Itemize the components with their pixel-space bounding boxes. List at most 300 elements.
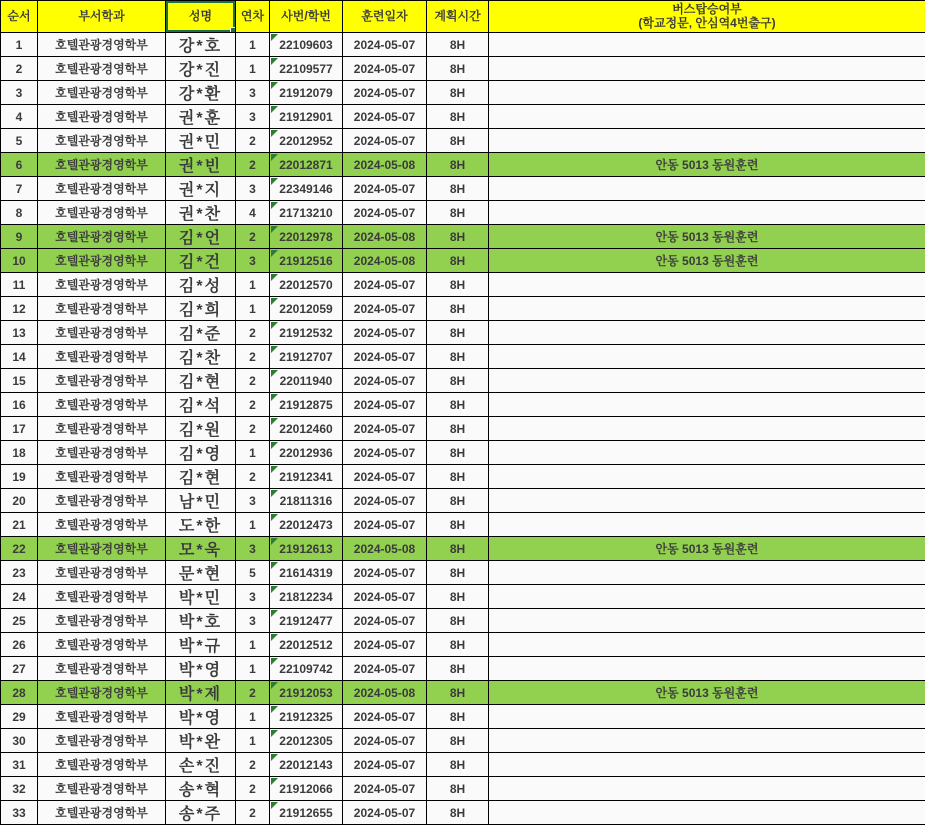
header-cell-planned-hours[interactable]: 계획시간 (427, 1, 489, 33)
cell-department[interactable]: 호텔관광경영학부 (38, 489, 166, 513)
cell-student-id[interactable] (270, 129, 343, 153)
cell-order[interactable]: 19 (1, 465, 38, 489)
cell-name[interactable]: 박*규 (166, 633, 236, 657)
cell-student-id[interactable] (270, 513, 343, 537)
cell-student-id[interactable] (270, 633, 343, 657)
cell-planned-hours[interactable]: 8H (427, 633, 489, 657)
cell-planned-hours[interactable]: 8H (427, 561, 489, 585)
cell-planned-hours[interactable]: 8H (427, 81, 489, 105)
cell-bus-boarding[interactable] (489, 705, 925, 729)
cell-training-date[interactable]: 2024-05-08 (343, 249, 427, 273)
cell-order[interactable]: 23 (1, 561, 38, 585)
cell-year[interactable]: 2 (236, 129, 270, 153)
cell-training-date[interactable]: 2024-05-07 (343, 441, 427, 465)
cell-name[interactable]: 김*언 (166, 225, 236, 249)
cell-training-date[interactable]: 2024-05-07 (343, 369, 427, 393)
cell-training-date[interactable]: 2024-05-08 (343, 153, 427, 177)
cell-bus-boarding[interactable] (489, 585, 925, 609)
cell-order[interactable]: 5 (1, 129, 38, 153)
cell-student-id[interactable] (270, 393, 343, 417)
cell-student-id[interactable] (270, 801, 343, 825)
cell-bus-boarding[interactable] (489, 609, 925, 633)
cell-bus-boarding[interactable] (489, 801, 925, 825)
cell-student-id[interactable] (270, 33, 343, 57)
cell-year[interactable]: 2 (236, 345, 270, 369)
cell-student-id[interactable] (270, 657, 343, 681)
cell-order[interactable]: 4 (1, 105, 38, 129)
cell-name[interactable]: 강*호 (166, 33, 236, 57)
cell-student-id[interactable] (270, 777, 343, 801)
cell-name[interactable]: 도*한 (166, 513, 236, 537)
cell-year[interactable]: 3 (236, 585, 270, 609)
cell-planned-hours[interactable]: 8H (427, 681, 489, 705)
cell-bus-boarding[interactable]: 안동 5013 동원훈련 (489, 153, 925, 177)
cell-training-date[interactable]: 2024-05-07 (343, 177, 427, 201)
cell-bus-boarding[interactable] (489, 345, 925, 369)
cell-student-id-value: 22012512 (279, 638, 332, 652)
cell-training-date[interactable]: 2024-05-07 (343, 585, 427, 609)
stored-as-text-indicator-icon (271, 418, 278, 425)
cell-training-date[interactable]: 2024-05-07 (343, 105, 427, 129)
cell-bus-boarding[interactable]: 안동 5013 동원훈련 (489, 537, 925, 561)
cell-department[interactable]: 호텔관광경영학부 (38, 441, 166, 465)
cell-year[interactable]: 1 (236, 513, 270, 537)
cell-student-id[interactable] (270, 177, 343, 201)
cell-student-id[interactable] (270, 201, 343, 225)
cell-bus-boarding[interactable] (489, 297, 925, 321)
header-cell-department[interactable]: 부서학과 (38, 1, 166, 33)
cell-planned-hours[interactable]: 8H (427, 177, 489, 201)
cell-department[interactable]: 호텔관광경영학부 (38, 537, 166, 561)
cell-student-id[interactable] (270, 489, 343, 513)
cell-year[interactable]: 2 (236, 681, 270, 705)
cell-name[interactable]: 권*빈 (166, 153, 236, 177)
cell-order[interactable]: 27 (1, 657, 38, 681)
cell-training-date[interactable]: 2024-05-07 (343, 201, 427, 225)
cell-bus-boarding[interactable] (489, 633, 925, 657)
cell-planned-hours[interactable]: 8H (427, 57, 489, 81)
cell-student-id[interactable] (270, 609, 343, 633)
cell-planned-hours[interactable]: 8H (427, 753, 489, 777)
cell-bus-boarding[interactable] (489, 441, 925, 465)
header-cell-year[interactable]: 연차 (236, 1, 270, 33)
cell-year[interactable]: 3 (236, 537, 270, 561)
cell-department[interactable]: 호텔관광경영학부 (38, 249, 166, 273)
cell-name[interactable]: 강*환 (166, 81, 236, 105)
cell-order[interactable]: 28 (1, 681, 38, 705)
cell-department[interactable]: 호텔관광경영학부 (38, 393, 166, 417)
cell-department[interactable]: 호텔관광경영학부 (38, 177, 166, 201)
cell-student-id[interactable] (270, 417, 343, 441)
cell-order[interactable]: 18 (1, 441, 38, 465)
cell-order[interactable]: 7 (1, 177, 38, 201)
cell-name[interactable]: 김*희 (166, 297, 236, 321)
cell-training-date[interactable]: 2024-05-07 (343, 729, 427, 753)
cell-training-date[interactable]: 2024-05-08 (343, 225, 427, 249)
cell-year[interactable]: 4 (236, 201, 270, 225)
cell-year[interactable]: 1 (236, 273, 270, 297)
cell-training-date[interactable]: 2024-05-07 (343, 705, 427, 729)
cell-year[interactable]: 2 (236, 753, 270, 777)
cell-name[interactable]: 김*현 (166, 465, 236, 489)
cell-bus-boarding[interactable] (489, 81, 925, 105)
cell-order[interactable]: 16 (1, 393, 38, 417)
cell-planned-hours[interactable]: 8H (427, 729, 489, 753)
cell-order[interactable]: 30 (1, 729, 38, 753)
header-cell-bus-boarding[interactable] (489, 1, 925, 33)
stored-as-text-indicator-icon (271, 178, 278, 185)
cell-training-date[interactable]: 2024-05-07 (343, 489, 427, 513)
cell-student-id-value: 22349146 (279, 182, 332, 196)
cell-student-id-value: 21912325 (279, 710, 332, 724)
cell-year[interactable]: 3 (236, 177, 270, 201)
cell-bus-boarding[interactable] (489, 321, 925, 345)
cell-planned-hours[interactable]: 8H (427, 777, 489, 801)
cell-name[interactable]: 권*찬 (166, 201, 236, 225)
cell-year[interactable]: 3 (236, 105, 270, 129)
stored-as-text-indicator-icon (271, 34, 278, 41)
table-row (1, 129, 925, 153)
cell-department[interactable]: 호텔관광경영학부 (38, 657, 166, 681)
cell-year[interactable]: 2 (236, 369, 270, 393)
cell-student-id-value: 21912707 (279, 350, 332, 364)
cell-year[interactable]: 3 (236, 489, 270, 513)
cell-student-id-value: 21614319 (279, 566, 332, 580)
cell-bus-boarding[interactable] (489, 729, 925, 753)
cell-name[interactable]: 김*석 (166, 393, 236, 417)
cell-department[interactable]: 호텔관광경영학부 (38, 297, 166, 321)
cell-planned-hours[interactable]: 8H (427, 201, 489, 225)
cell-training-date[interactable]: 2024-05-07 (343, 393, 427, 417)
cell-department[interactable]: 호텔관광경영학부 (38, 609, 166, 633)
cell-department[interactable]: 호텔관광경영학부 (38, 777, 166, 801)
cell-name[interactable]: 권*훈 (166, 105, 236, 129)
cell-order[interactable]: 15 (1, 369, 38, 393)
cell-name[interactable]: 박*제 (166, 681, 236, 705)
cell-name[interactable]: 김*찬 (166, 345, 236, 369)
cell-year[interactable]: 2 (236, 393, 270, 417)
cell-bus-boarding[interactable] (489, 753, 925, 777)
cell-training-date[interactable]: 2024-05-07 (343, 129, 427, 153)
cell-name[interactable]: 박*호 (166, 609, 236, 633)
cell-department[interactable]: 호텔관광경영학부 (38, 801, 166, 825)
cell-order[interactable]: 31 (1, 753, 38, 777)
cell-planned-hours[interactable]: 8H (427, 585, 489, 609)
cell-department[interactable]: 호텔관광경영학부 (38, 57, 166, 81)
cell-training-date[interactable]: 2024-05-07 (343, 297, 427, 321)
cell-training-date[interactable]: 2024-05-07 (343, 345, 427, 369)
cell-order[interactable]: 11 (1, 273, 38, 297)
cell-order[interactable]: 6 (1, 153, 38, 177)
cell-bus-boarding[interactable] (489, 57, 925, 81)
cell-bus-boarding[interactable] (489, 33, 925, 57)
cell-student-id[interactable] (270, 345, 343, 369)
cell-planned-hours[interactable]: 8H (427, 657, 489, 681)
cell-year[interactable]: 2 (236, 153, 270, 177)
header-cell-training-date[interactable]: 훈련일자 (343, 1, 427, 33)
cell-name[interactable]: 권*민 (166, 129, 236, 153)
cell-training-date[interactable]: 2024-05-07 (343, 273, 427, 297)
cell-year[interactable]: 3 (236, 609, 270, 633)
cell-training-date[interactable]: 2024-05-07 (343, 633, 427, 657)
cell-order[interactable]: 12 (1, 297, 38, 321)
cell-bus-boarding[interactable] (489, 369, 925, 393)
cell-order[interactable]: 9 (1, 225, 38, 249)
cell-order[interactable]: 14 (1, 345, 38, 369)
cell-planned-hours[interactable]: 8H (427, 297, 489, 321)
cell-planned-hours[interactable]: 8H (427, 537, 489, 561)
cell-department[interactable]: 호텔관광경영학부 (38, 465, 166, 489)
cell-student-id[interactable] (270, 681, 343, 705)
table-row (1, 225, 925, 249)
cell-order[interactable]: 25 (1, 609, 38, 633)
cell-training-date[interactable]: 2024-05-07 (343, 513, 427, 537)
cell-order[interactable]: 32 (1, 777, 38, 801)
cell-planned-hours[interactable]: 8H (427, 369, 489, 393)
cell-name[interactable]: 송*혁 (166, 777, 236, 801)
cell-order[interactable]: 21 (1, 513, 38, 537)
cell-student-id[interactable] (270, 273, 343, 297)
cell-year[interactable]: 1 (236, 33, 270, 57)
cell-training-date[interactable]: 2024-05-07 (343, 81, 427, 105)
cell-order[interactable]: 8 (1, 201, 38, 225)
cell-student-id[interactable] (270, 537, 343, 561)
cell-student-id[interactable] (270, 753, 343, 777)
cell-student-id-value: 21912516 (279, 254, 332, 268)
header-cell-name[interactable] (166, 1, 236, 33)
cell-order[interactable]: 2 (1, 57, 38, 81)
cell-training-date[interactable]: 2024-05-07 (343, 561, 427, 585)
cell-training-date[interactable]: 2024-05-07 (343, 417, 427, 441)
cell-planned-hours[interactable]: 8H (427, 417, 489, 441)
cell-student-id-value: 22012305 (279, 734, 332, 748)
cell-bus-boarding[interactable] (489, 417, 925, 441)
cell-planned-hours[interactable]: 8H (427, 345, 489, 369)
cell-order[interactable]: 1 (1, 33, 38, 57)
cell-name[interactable]: 손*진 (166, 753, 236, 777)
cell-name[interactable]: 김*건 (166, 249, 236, 273)
cell-department[interactable]: 호텔관광경영학부 (38, 201, 166, 225)
cell-student-id-value: 21912875 (279, 398, 332, 412)
cell-training-date[interactable]: 2024-05-07 (343, 801, 427, 825)
cell-bus-boarding[interactable] (489, 177, 925, 201)
cell-planned-hours[interactable]: 8H (427, 705, 489, 729)
cell-year[interactable]: 1 (236, 297, 270, 321)
cell-order[interactable]: 13 (1, 321, 38, 345)
stored-as-text-indicator-icon (271, 706, 278, 713)
cell-name[interactable]: 송*주 (166, 801, 236, 825)
cell-planned-hours[interactable]: 8H (427, 393, 489, 417)
header-cell-student-id[interactable]: 사번/학번 (270, 1, 343, 33)
cell-bus-boarding[interactable] (489, 201, 925, 225)
cell-planned-hours[interactable]: 8H (427, 129, 489, 153)
cell-student-id-value: 21912477 (279, 614, 332, 628)
cell-department[interactable]: 호텔관광경영학부 (38, 369, 166, 393)
stored-as-text-indicator-icon (271, 466, 278, 473)
cell-student-id[interactable] (270, 321, 343, 345)
cell-department[interactable]: 호텔관광경영학부 (38, 633, 166, 657)
cell-student-id[interactable] (270, 57, 343, 81)
cell-year[interactable]: 2 (236, 801, 270, 825)
cell-bus-boarding[interactable]: 안동 5013 동원훈련 (489, 249, 925, 273)
cell-student-id[interactable] (270, 441, 343, 465)
cell-bus-boarding[interactable] (489, 465, 925, 489)
cell-planned-hours[interactable]: 8H (427, 225, 489, 249)
cell-training-date[interactable]: 2024-05-07 (343, 33, 427, 57)
cell-bus-boarding[interactable] (489, 489, 925, 513)
cell-order[interactable]: 29 (1, 705, 38, 729)
cell-department[interactable]: 호텔관광경영학부 (38, 273, 166, 297)
cell-planned-hours[interactable]: 8H (427, 321, 489, 345)
cell-name[interactable]: 박*민 (166, 585, 236, 609)
cell-order[interactable]: 20 (1, 489, 38, 513)
cell-bus-boarding[interactable]: 안동 5013 동원훈련 (489, 681, 925, 705)
cell-name[interactable]: 김*성 (166, 273, 236, 297)
cell-name[interactable]: 박*영 (166, 705, 236, 729)
cell-planned-hours[interactable]: 8H (427, 441, 489, 465)
cell-training-date[interactable]: 2024-05-07 (343, 657, 427, 681)
cell-planned-hours[interactable]: 8H (427, 33, 489, 57)
cell-training-date[interactable]: 2024-05-07 (343, 609, 427, 633)
cell-planned-hours[interactable]: 8H (427, 105, 489, 129)
cell-student-id-value: 21912053 (279, 686, 332, 700)
cell-order[interactable]: 24 (1, 585, 38, 609)
cell-year[interactable]: 2 (236, 777, 270, 801)
cell-bus-boarding[interactable] (489, 657, 925, 681)
cell-order[interactable]: 10 (1, 249, 38, 273)
stored-as-text-indicator-icon (271, 730, 278, 737)
selection-fill-handle[interactable] (230, 27, 236, 33)
cell-student-id[interactable] (270, 297, 343, 321)
cell-year[interactable]: 3 (236, 81, 270, 105)
cell-department[interactable]: 호텔관광경영학부 (38, 321, 166, 345)
cell-name[interactable]: 김*원 (166, 417, 236, 441)
cell-planned-hours[interactable]: 8H (427, 801, 489, 825)
cell-student-id-value: 21812234 (279, 590, 332, 604)
table-row (1, 561, 925, 585)
cell-training-date[interactable]: 2024-05-07 (343, 465, 427, 489)
cell-planned-hours[interactable]: 8H (427, 273, 489, 297)
cell-name[interactable]: 박*영 (166, 657, 236, 681)
cell-order[interactable]: 33 (1, 801, 38, 825)
cell-training-date[interactable]: 2024-05-07 (343, 753, 427, 777)
cell-name[interactable]: 남*민 (166, 489, 236, 513)
cell-order[interactable]: 26 (1, 633, 38, 657)
cell-bus-boarding[interactable] (489, 777, 925, 801)
cell-planned-hours[interactable]: 8H (427, 249, 489, 273)
cell-department[interactable]: 호텔관광경영학부 (38, 417, 166, 441)
cell-year[interactable]: 3 (236, 249, 270, 273)
cell-name[interactable]: 권*지 (166, 177, 236, 201)
cell-order[interactable]: 22 (1, 537, 38, 561)
cell-department[interactable]: 호텔관광경영학부 (38, 225, 166, 249)
cell-name[interactable]: 김*현 (166, 369, 236, 393)
cell-planned-hours[interactable]: 8H (427, 513, 489, 537)
cell-name[interactable]: 강*진 (166, 57, 236, 81)
cell-year[interactable]: 2 (236, 417, 270, 441)
cell-training-date[interactable]: 2024-05-08 (343, 537, 427, 561)
cell-training-date[interactable]: 2024-05-07 (343, 777, 427, 801)
cell-bus-boarding[interactable] (489, 129, 925, 153)
cell-department[interactable]: 호텔관광경영학부 (38, 561, 166, 585)
cell-bus-boarding[interactable]: 안동 5013 동원훈련 (489, 225, 925, 249)
stored-as-text-indicator-icon (271, 562, 278, 569)
cell-department[interactable]: 호텔관광경영학부 (38, 681, 166, 705)
table-row (1, 657, 925, 681)
cell-student-id[interactable] (270, 105, 343, 129)
table-row (1, 489, 925, 513)
cell-year[interactable]: 2 (236, 465, 270, 489)
cell-year[interactable]: 1 (236, 657, 270, 681)
cell-student-id[interactable] (270, 729, 343, 753)
cell-department[interactable]: 호텔관광경영학부 (38, 729, 166, 753)
cell-student-id-value: 22012952 (279, 134, 332, 148)
cell-planned-hours[interactable]: 8H (427, 153, 489, 177)
cell-bus-boarding[interactable] (489, 561, 925, 585)
cell-student-id[interactable] (270, 705, 343, 729)
cell-student-id-value: 22012570 (279, 278, 332, 292)
cell-student-id[interactable] (270, 561, 343, 585)
cell-department[interactable]: 호텔관광경영학부 (38, 753, 166, 777)
cell-planned-hours[interactable]: 8H (427, 609, 489, 633)
cell-student-id[interactable] (270, 225, 343, 249)
cell-year[interactable]: 1 (236, 729, 270, 753)
cell-department[interactable]: 호텔관광경영학부 (38, 33, 166, 57)
cell-department[interactable]: 호텔관광경영학부 (38, 345, 166, 369)
cell-department[interactable]: 호텔관광경영학부 (38, 705, 166, 729)
cell-training-date[interactable]: 2024-05-07 (343, 321, 427, 345)
cell-year[interactable]: 5 (236, 561, 270, 585)
cell-name[interactable]: 모*욱 (166, 537, 236, 561)
cell-training-date[interactable]: 2024-05-07 (343, 57, 427, 81)
cell-planned-hours[interactable]: 8H (427, 465, 489, 489)
cell-year[interactable]: 1 (236, 705, 270, 729)
cell-bus-boarding[interactable] (489, 393, 925, 417)
cell-department[interactable]: 호텔관광경영학부 (38, 585, 166, 609)
cell-order[interactable]: 3 (1, 81, 38, 105)
cell-training-date[interactable]: 2024-05-08 (343, 681, 427, 705)
cell-year[interactable]: 2 (236, 225, 270, 249)
cell-year[interactable]: 2 (236, 321, 270, 345)
cell-planned-hours[interactable]: 8H (427, 489, 489, 513)
cell-year[interactable]: 1 (236, 57, 270, 81)
header-cell-order[interactable]: 순서 (1, 1, 38, 33)
cell-student-id[interactable] (270, 369, 343, 393)
stored-as-text-indicator-icon (271, 394, 278, 401)
cell-student-id[interactable] (270, 585, 343, 609)
cell-student-id[interactable] (270, 153, 343, 177)
cell-year[interactable]: 1 (236, 441, 270, 465)
cell-student-id[interactable] (270, 81, 343, 105)
cell-order[interactable]: 17 (1, 417, 38, 441)
cell-bus-boarding[interactable] (489, 105, 925, 129)
cell-name[interactable]: 박*완 (166, 729, 236, 753)
cell-department[interactable]: 호텔관광경영학부 (38, 81, 166, 105)
cell-bus-boarding[interactable] (489, 513, 925, 537)
cell-department[interactable]: 호텔관광경영학부 (38, 129, 166, 153)
cell-name[interactable]: 김*준 (166, 321, 236, 345)
cell-department[interactable]: 호텔관광경영학부 (38, 513, 166, 537)
cell-year[interactable]: 1 (236, 633, 270, 657)
cell-student-id[interactable] (270, 465, 343, 489)
cell-department[interactable]: 호텔관광경영학부 (38, 153, 166, 177)
cell-department[interactable]: 호텔관광경영학부 (38, 105, 166, 129)
cell-student-id[interactable] (270, 249, 343, 273)
cell-name[interactable]: 김*영 (166, 441, 236, 465)
cell-student-id-value: 21912341 (279, 470, 332, 484)
cell-name[interactable]: 문*현 (166, 561, 236, 585)
cell-bus-boarding[interactable] (489, 273, 925, 297)
